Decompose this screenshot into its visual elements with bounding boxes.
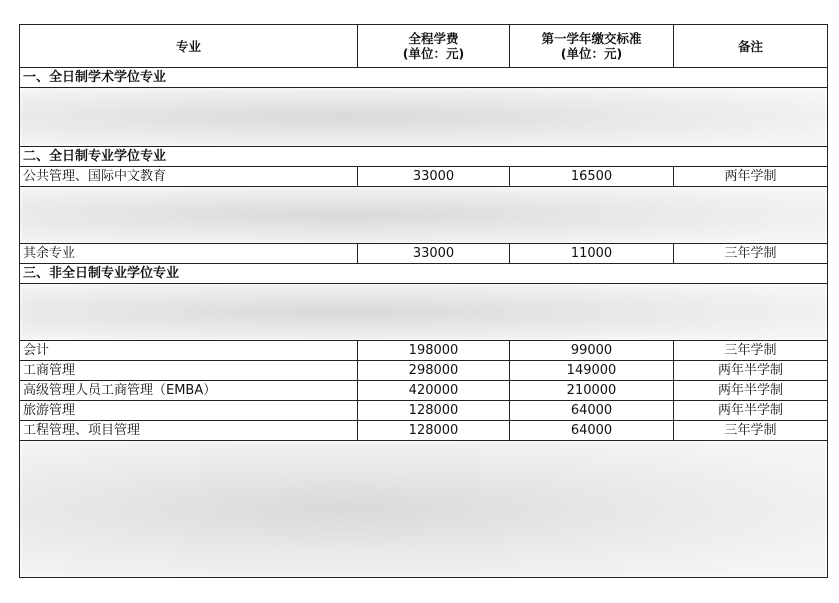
cell-major: 其余专业 [20,244,358,264]
cell-note: 两年半学制 [674,361,828,381]
section-title: 三、非全日制专业学位专业 [20,264,828,284]
redacted-block [20,88,828,147]
header-major: 专业 [20,25,358,68]
redacted-block [20,187,828,244]
cell-major: 工商管理 [20,361,358,381]
table-row [20,361,828,381]
cell-note: 两年半学制 [674,401,828,421]
cell-note: 两年学制 [674,167,828,187]
blurred-region [20,187,827,243]
cell-major: 公共管理、国际中文教育 [20,167,358,187]
redacted-block [20,284,828,341]
section-row [20,68,828,88]
header-total-fee-text: 全程学费 (单位：元) [402,31,465,61]
cell-major: 高级管理人员工商管理（EMBA） [20,381,358,401]
cell-total-fee: 128000 [358,421,510,441]
table-row [20,244,828,264]
header-first-year-fee [510,25,674,68]
section-title: 二、全日制专业学位专业 [20,147,828,167]
cell-note: 三年学制 [674,421,828,441]
header-note: 备注 [674,25,828,68]
section-row [20,147,828,167]
cell-first-year-fee: 149000 [510,361,674,381]
cell-total-fee: 33000 [358,167,510,187]
cell-major: 会计 [20,341,358,361]
blurred-region [20,88,827,146]
blurred-region [20,284,827,340]
cell-major: 旅游管理 [20,401,358,421]
cell-first-year-fee: 64000 [510,401,674,421]
blurred-region [20,441,827,577]
cell-total-fee: 128000 [358,401,510,421]
cell-total-fee: 298000 [358,361,510,381]
cell-note: 三年学制 [674,244,828,264]
cell-note: 三年学制 [674,341,828,361]
cell-major: 工程管理、项目管理 [20,421,358,441]
table-row [20,421,828,441]
cell-total-fee: 420000 [358,381,510,401]
cell-first-year-fee: 99000 [510,341,674,361]
section-title: 一、全日制学术学位专业 [20,68,828,88]
header-first-year-fee-text: 第一学年缴交标准 (单位：元) [541,31,642,61]
table-row [20,401,828,421]
table-row [20,381,828,401]
cell-first-year-fee: 64000 [510,421,674,441]
cell-first-year-fee: 11000 [510,244,674,264]
cell-first-year-fee: 210000 [510,381,674,401]
table-row [20,341,828,361]
section-row [20,264,828,284]
redacted-block [20,441,828,578]
cell-total-fee: 198000 [358,341,510,361]
header-total-fee [358,25,510,68]
tuition-fee-table [19,24,828,578]
cell-total-fee: 33000 [358,244,510,264]
cell-first-year-fee: 16500 [510,167,674,187]
table-row [20,167,828,187]
table-header-row [20,25,828,68]
cell-note: 两年半学制 [674,381,828,401]
